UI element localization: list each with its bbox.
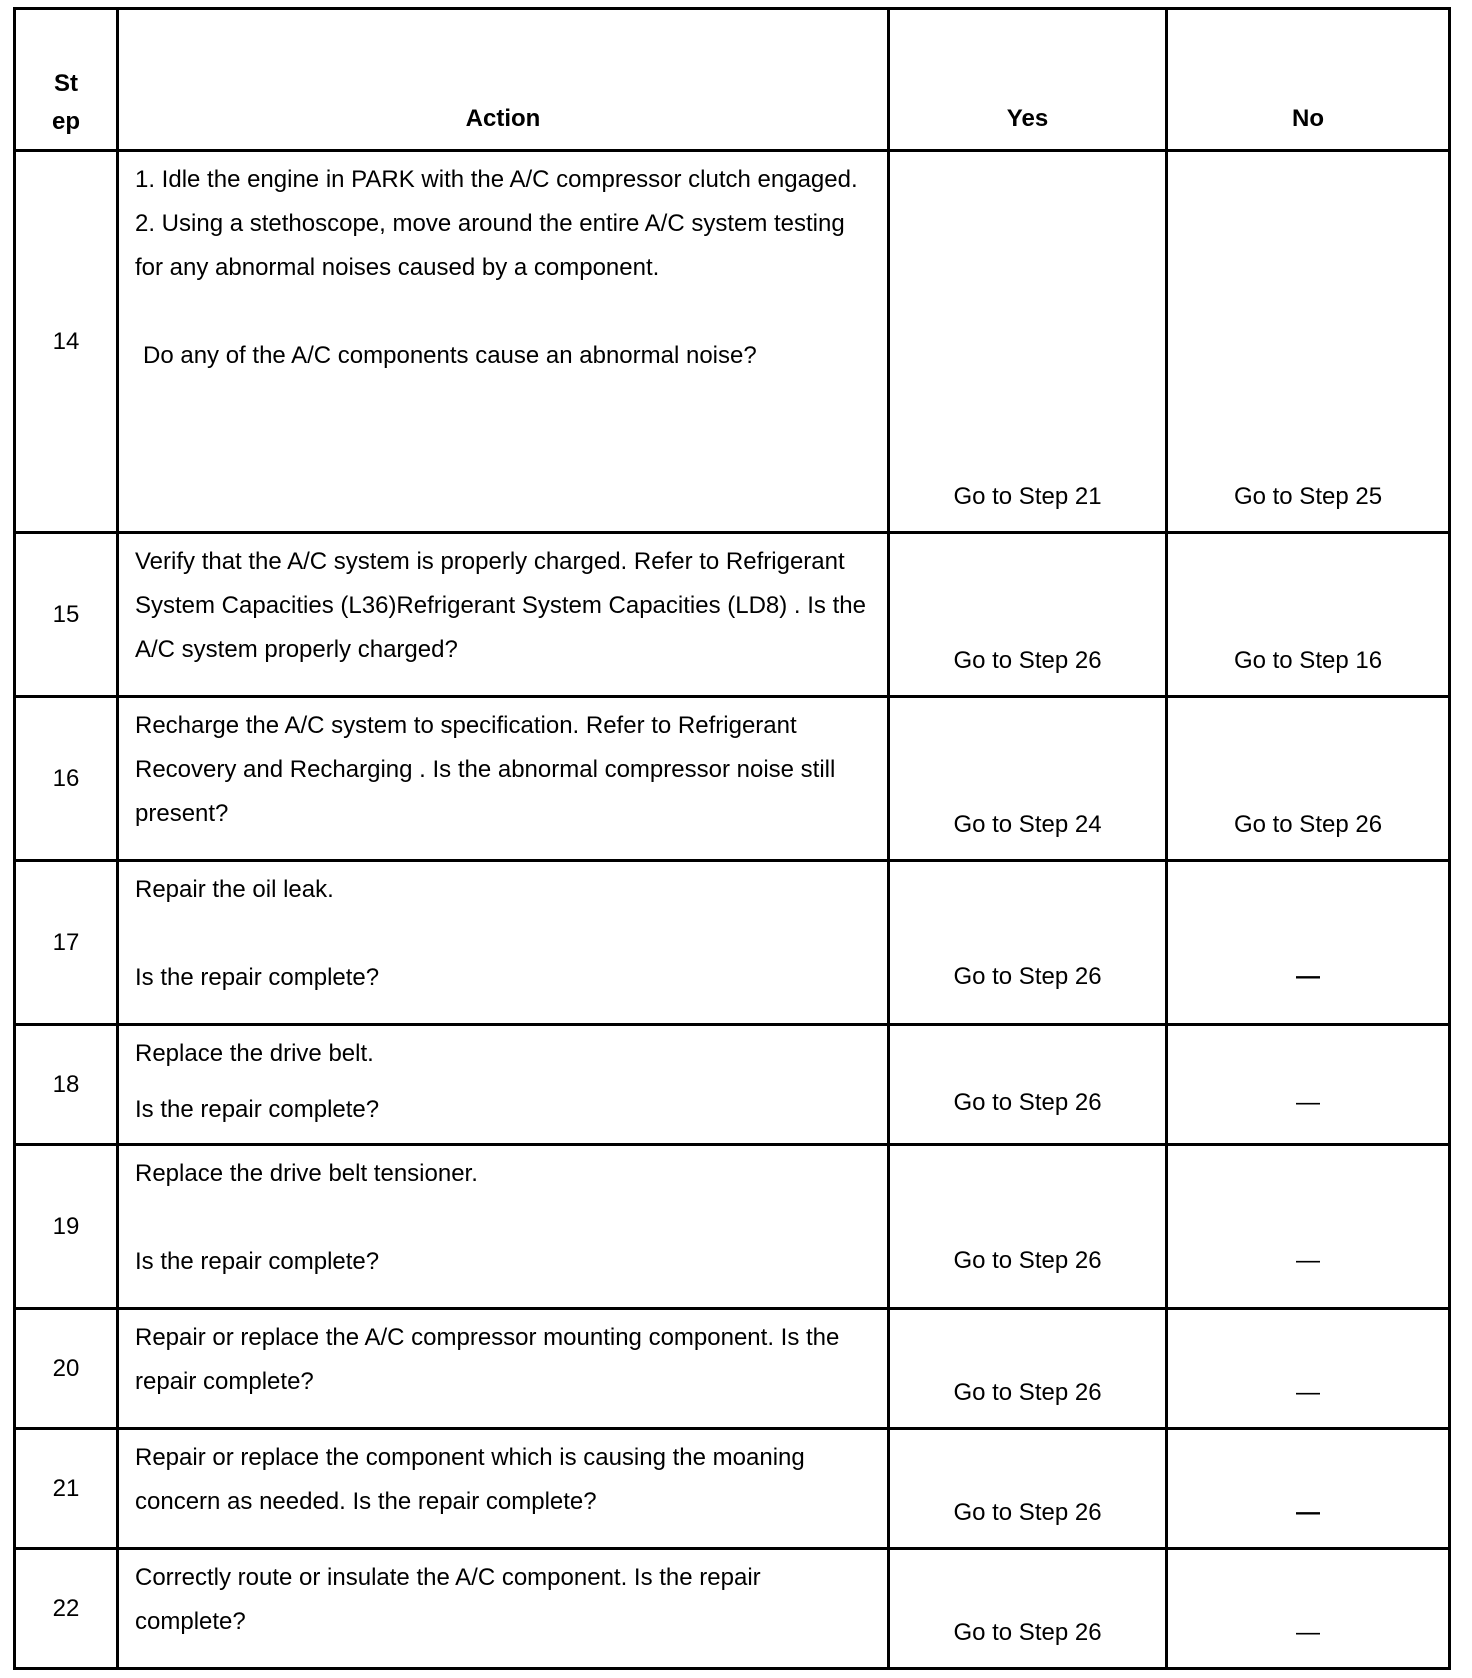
action-text: Do any of the A/C components cause an abnormal noise? <box>143 342 757 369</box>
step-number: 15 <box>15 533 118 697</box>
step-number: 20 <box>15 1309 118 1429</box>
step-number: 18 <box>15 1025 118 1145</box>
action-cell <box>118 861 889 1025</box>
action-text: Is the repair complete? <box>135 964 380 991</box>
yes-cell: Go to Step 26 <box>889 861 1167 1025</box>
table-row <box>15 1309 1450 1429</box>
action-text: Is the repair complete? <box>135 1248 380 1275</box>
yes-cell: Go to Step 26 <box>889 1309 1167 1429</box>
action-cell <box>118 1549 889 1669</box>
action-text: Replace the drive belt. <box>135 1040 374 1067</box>
table-row <box>15 1025 1450 1145</box>
header-action: Action <box>118 9 889 151</box>
yes-cell: Go to Step 26 <box>889 533 1167 697</box>
step-number: 19 <box>15 1145 118 1309</box>
action-text: Repair the oil leak. <box>135 876 334 903</box>
action-text: Replace the drive belt tensioner. <box>135 1160 478 1187</box>
table-row <box>15 861 1450 1025</box>
no-cell: — <box>1167 1309 1450 1429</box>
action-cell <box>118 1025 889 1145</box>
header-no: No <box>1167 9 1450 151</box>
table-row <box>15 697 1450 861</box>
table-row <box>15 533 1450 697</box>
header-step: St ep <box>15 9 118 151</box>
step-number: 21 <box>15 1429 118 1549</box>
action-text: 2. Using a stethoscope, move around the entire A/C system testing for any abnormal noises caused by a component. <box>135 210 845 281</box>
no-cell: Go to Step 25 <box>1167 151 1450 533</box>
table-row <box>15 1429 1450 1549</box>
yes-cell: Go to Step 24 <box>889 697 1167 861</box>
action-text: Correctly route or insulate the A/C component. Is the repair complete? <box>135 1564 761 1635</box>
action-cell <box>118 151 889 533</box>
no-cell: — <box>1167 1145 1450 1309</box>
action-text: Repair or replace the component which is causing the moaning concern as needed. Is the repair complete? <box>135 1444 805 1515</box>
no-cell: — <box>1167 1549 1450 1669</box>
no-cell: Go to Step 26 <box>1167 697 1450 861</box>
header-row <box>15 9 1450 151</box>
step-number: 16 <box>15 697 118 861</box>
no-cell: — <box>1167 861 1450 1025</box>
action-text: Verify that the A/C system is properly charged. Refer to Refrigerant System Capacities (L36)Refrigerant System Capacities (LD8) . Is the A/C system properly charged? <box>135 548 866 663</box>
table-row <box>15 1145 1450 1309</box>
action-cell <box>118 1309 889 1429</box>
action-text: Recharge the A/C system to specification. Refer to Refrigerant Recovery and Recharging . Is the abnormal compressor noise still present? <box>135 712 836 827</box>
action-text: 1. Idle the engine in PARK with the A/C compressor clutch engaged. <box>135 166 858 193</box>
yes-cell: Go to Step 21 <box>889 151 1167 533</box>
action-cell <box>118 533 889 697</box>
no-cell: — <box>1167 1025 1450 1145</box>
action-cell <box>118 697 889 861</box>
no-cell: — <box>1167 1429 1450 1549</box>
action-text: Repair or replace the A/C compressor mounting component. Is the repair complete? <box>135 1324 840 1395</box>
table-row <box>15 1549 1450 1669</box>
header-yes: Yes <box>889 9 1167 151</box>
action-cell <box>118 1145 889 1309</box>
step-number: 14 <box>15 151 118 533</box>
step-number: 17 <box>15 861 118 1025</box>
table-row <box>15 151 1450 533</box>
no-cell: Go to Step 16 <box>1167 533 1450 697</box>
yes-cell: Go to Step 26 <box>889 1549 1167 1669</box>
yes-cell: Go to Step 26 <box>889 1025 1167 1145</box>
diagnostic-table <box>13 7 1451 1670</box>
step-number: 22 <box>15 1549 118 1669</box>
yes-cell: Go to Step 26 <box>889 1429 1167 1549</box>
yes-cell: Go to Step 26 <box>889 1145 1167 1309</box>
action-text: Is the repair complete? <box>135 1096 380 1123</box>
action-cell <box>118 1429 889 1549</box>
